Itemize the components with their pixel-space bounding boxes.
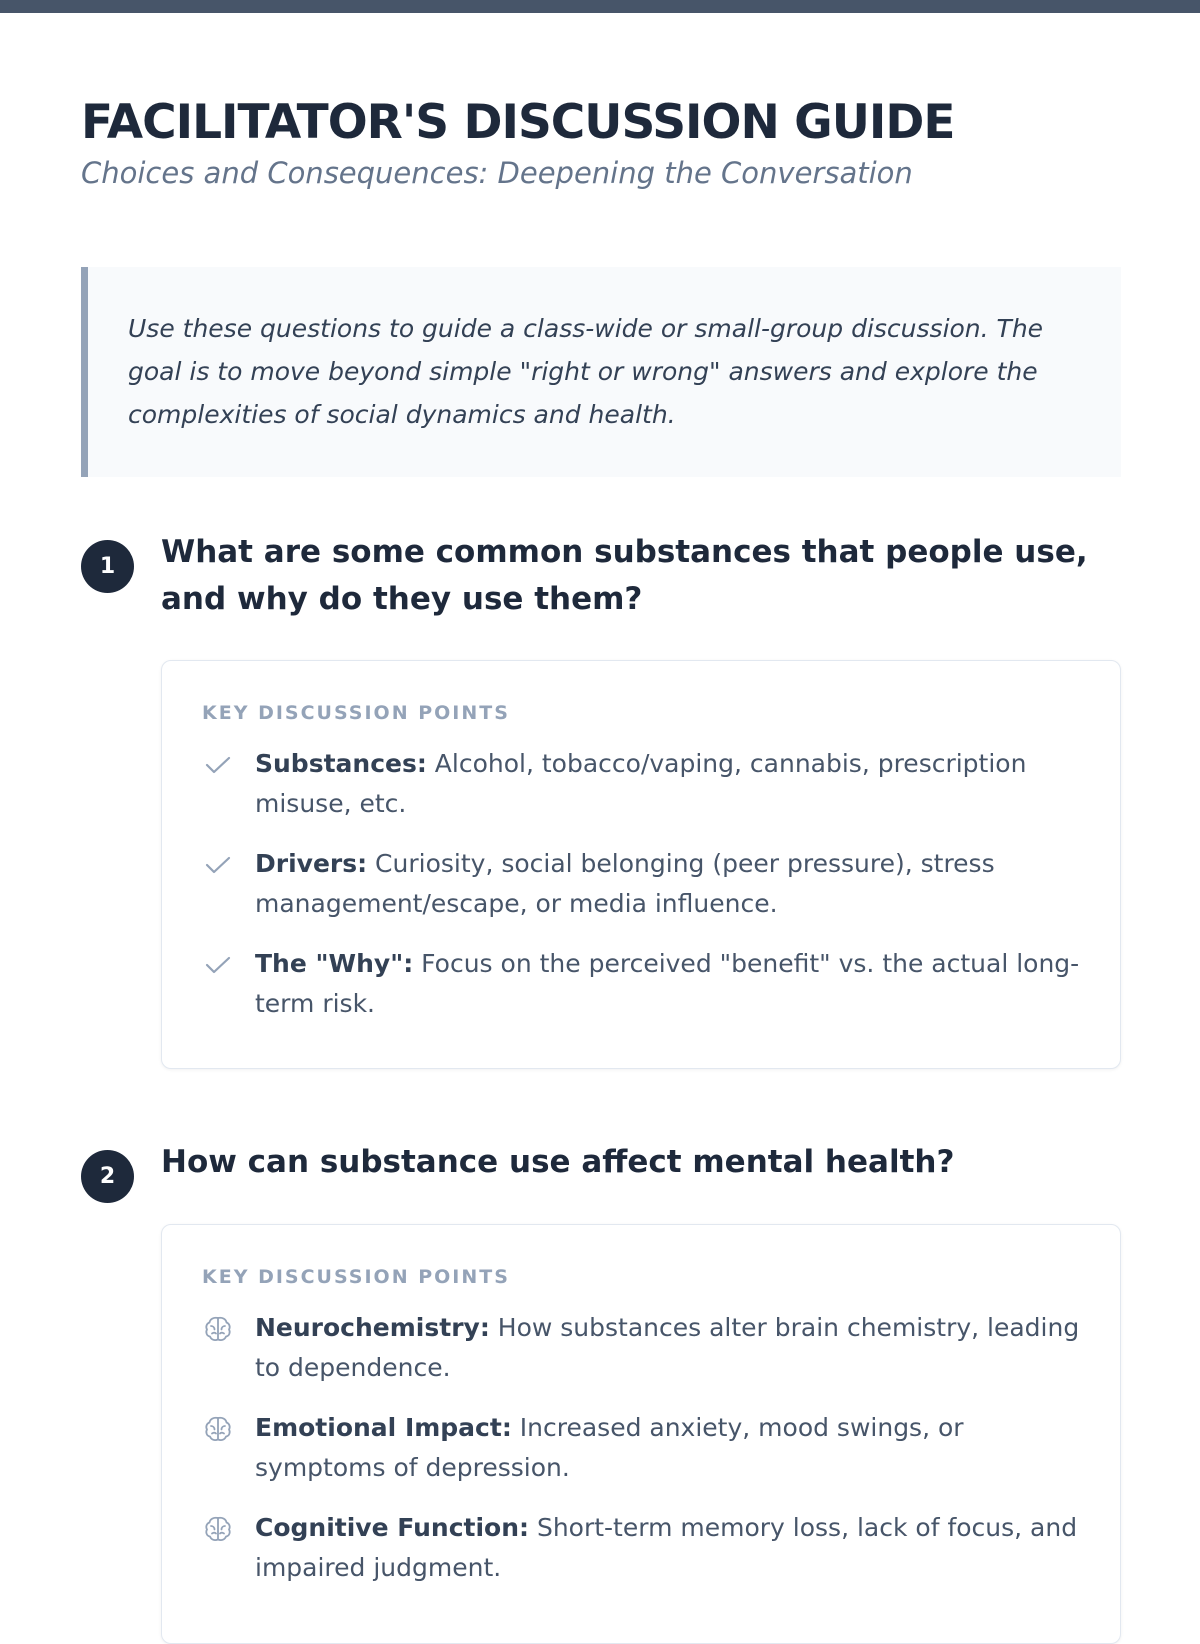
brain-icon: [202, 1514, 234, 1544]
key-point-detail: Increased anxiety, mood swings, or symptoms of depression.: [255, 1413, 964, 1482]
page-subtitle: Choices and Consequences: Deepening the Conversation: [81, 156, 913, 190]
key-point-substances: [202, 744, 1080, 824]
key-point-detail: Short-term memory loss, lack of focus, and impaired judgment.: [255, 1513, 1078, 1582]
key-point-term: Drivers:: [255, 849, 368, 878]
key-point-emotional-impact: [202, 1408, 1080, 1488]
key-point-detail: Curiosity, social belonging (peer pressure), stress management/escape, or media influence.: [255, 849, 995, 918]
key-point-term: Emotional Impact:: [255, 1413, 512, 1442]
key-points-list: [202, 1308, 1080, 1588]
question-number-badge: 1: [81, 540, 134, 593]
key-point-detail: How substances alter brain chemistry, leading to dependence.: [255, 1313, 1080, 1382]
key-point-why: [202, 944, 1080, 1024]
question-text: What are some common substances that people use, and why do they use them?: [161, 534, 1088, 617]
check-icon: [202, 750, 234, 780]
discussion-guide-page: [81, 95, 1121, 1582]
brain-icon: [202, 1314, 234, 1344]
key-points-card: [161, 1224, 1121, 1644]
key-points-card: [161, 660, 1121, 1069]
key-point-neurochemistry: [202, 1308, 1080, 1388]
intro-callout: [81, 267, 1121, 477]
key-point-detail: Focus on the perceived "benefit" vs. the actual long-term risk.: [255, 949, 1080, 1018]
page-title: FACILITATOR'S DISCUSSION GUIDE: [81, 95, 955, 150]
brain-icon: [202, 1414, 234, 1444]
intro-text: Use these questions to guide a class-wide or small-group discussion. The goal is to move beyond simple "right or wrong" answers and explore the complexities of social dynamics and health.: [128, 314, 1044, 429]
key-points-label: KEY DISCUSSION POINTS: [202, 1266, 510, 1288]
key-point-term: Neurochemistry:: [255, 1313, 490, 1342]
check-icon: [202, 850, 234, 880]
question-number-badge: 2: [81, 1150, 134, 1203]
key-points-list: [202, 744, 1080, 1024]
key-point-term: The "Why":: [255, 949, 414, 978]
key-point-cognitive-function: [202, 1508, 1080, 1588]
check-icon: [202, 950, 234, 980]
key-point-term: Cognitive Function:: [255, 1513, 529, 1542]
question-text: How can substance use affect mental health?: [161, 1144, 955, 1180]
key-point-term: Substances:: [255, 749, 427, 778]
top-accent-bar: [0, 0, 1200, 13]
key-point-detail: Alcohol, tobacco/vaping, cannabis, prescription misuse, etc.: [255, 749, 1027, 818]
key-points-label: KEY DISCUSSION POINTS: [202, 702, 510, 724]
key-point-drivers: [202, 844, 1080, 924]
